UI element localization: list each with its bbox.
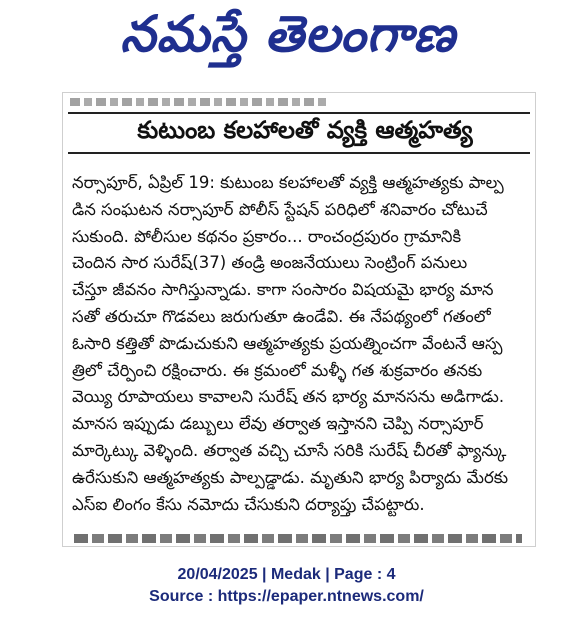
headline-rule-bottom bbox=[68, 152, 530, 154]
article-body bbox=[72, 170, 528, 518]
masthead-title: నమస్తే తెలంగాణ bbox=[120, 4, 456, 63]
article-headline: కుటుంబ కలహాలతో వ్యక్తి ఆత్మహత్య bbox=[137, 116, 473, 144]
headline-rule-top bbox=[68, 112, 530, 114]
clipping-cut-edge-bottom bbox=[74, 534, 522, 543]
clipping-cut-edge-top bbox=[70, 98, 330, 106]
newspaper-masthead bbox=[88, 6, 488, 74]
source-link[interactable]: Source : https://epaper.ntnews.com/ bbox=[149, 588, 424, 605]
edition-info: 20/04/2025 | Medak | Page : 4 bbox=[177, 566, 396, 583]
article-text: నర్సాపూర్, ఏప్రిల్ 19: కుటుంబ కలహాలతో వ్యక్తి ఆత్మహత్యకు పాల్ప డిన సంఘటన నర్సాపూర్ పోలీస్ స్టేషన్ పరిధిలో శనివారం చోటుచే సుకుంది. పోలీసుల కథనం ప్రకారం... రాంచంద్రపురం గ్రామానికి చెందిన సార సురేష్(37) తండ్రి అంజనేయులు సెంట్రింగ్ పనులు చేస్తూ జీవనం సాగిస్తున్నాడు. కాగా సంసారం విషయమై భార్య మాన సతో తరుచూ గొడవలు జరుగుతూ ఉండేవి. ఈ నేపథ్యంలో గతంలో ఓసారి కత్తితో పొడుచుకుని ఆత్మహత్యకు ప్రయత్నించగా వేంటనే ఆస్ప త్రిలో చేర్పించి రక్షించారు. ఈ క్రమంలో మళ్ళీ గత శుక్రవారం తనకు వెయ్యి రూపాయలు కావాలని సురేష్ తన భార్య మానసను అడిగాడు. మానస ఇప్పుడు డబ్బులు లేవు తర్వాత ఇస్తానని చెప్పి నర్సాపూర్ మార్కెట్కు వెళ్ళింది. తర్వాత వచ్చి చూసే సరికి సురేష్ చీరతో ఫ్యాన్కు ఉరేసుకుని ఆత్మహత్యకు పాల్పడ్డాడు. మృతుని భార్య పిర్యాదు మేరకు ఎస్ఐ లింగం కేసు నమోదు చేసుకుని దర్యాప్తు చేపట్టారు. bbox=[72, 173, 509, 514]
